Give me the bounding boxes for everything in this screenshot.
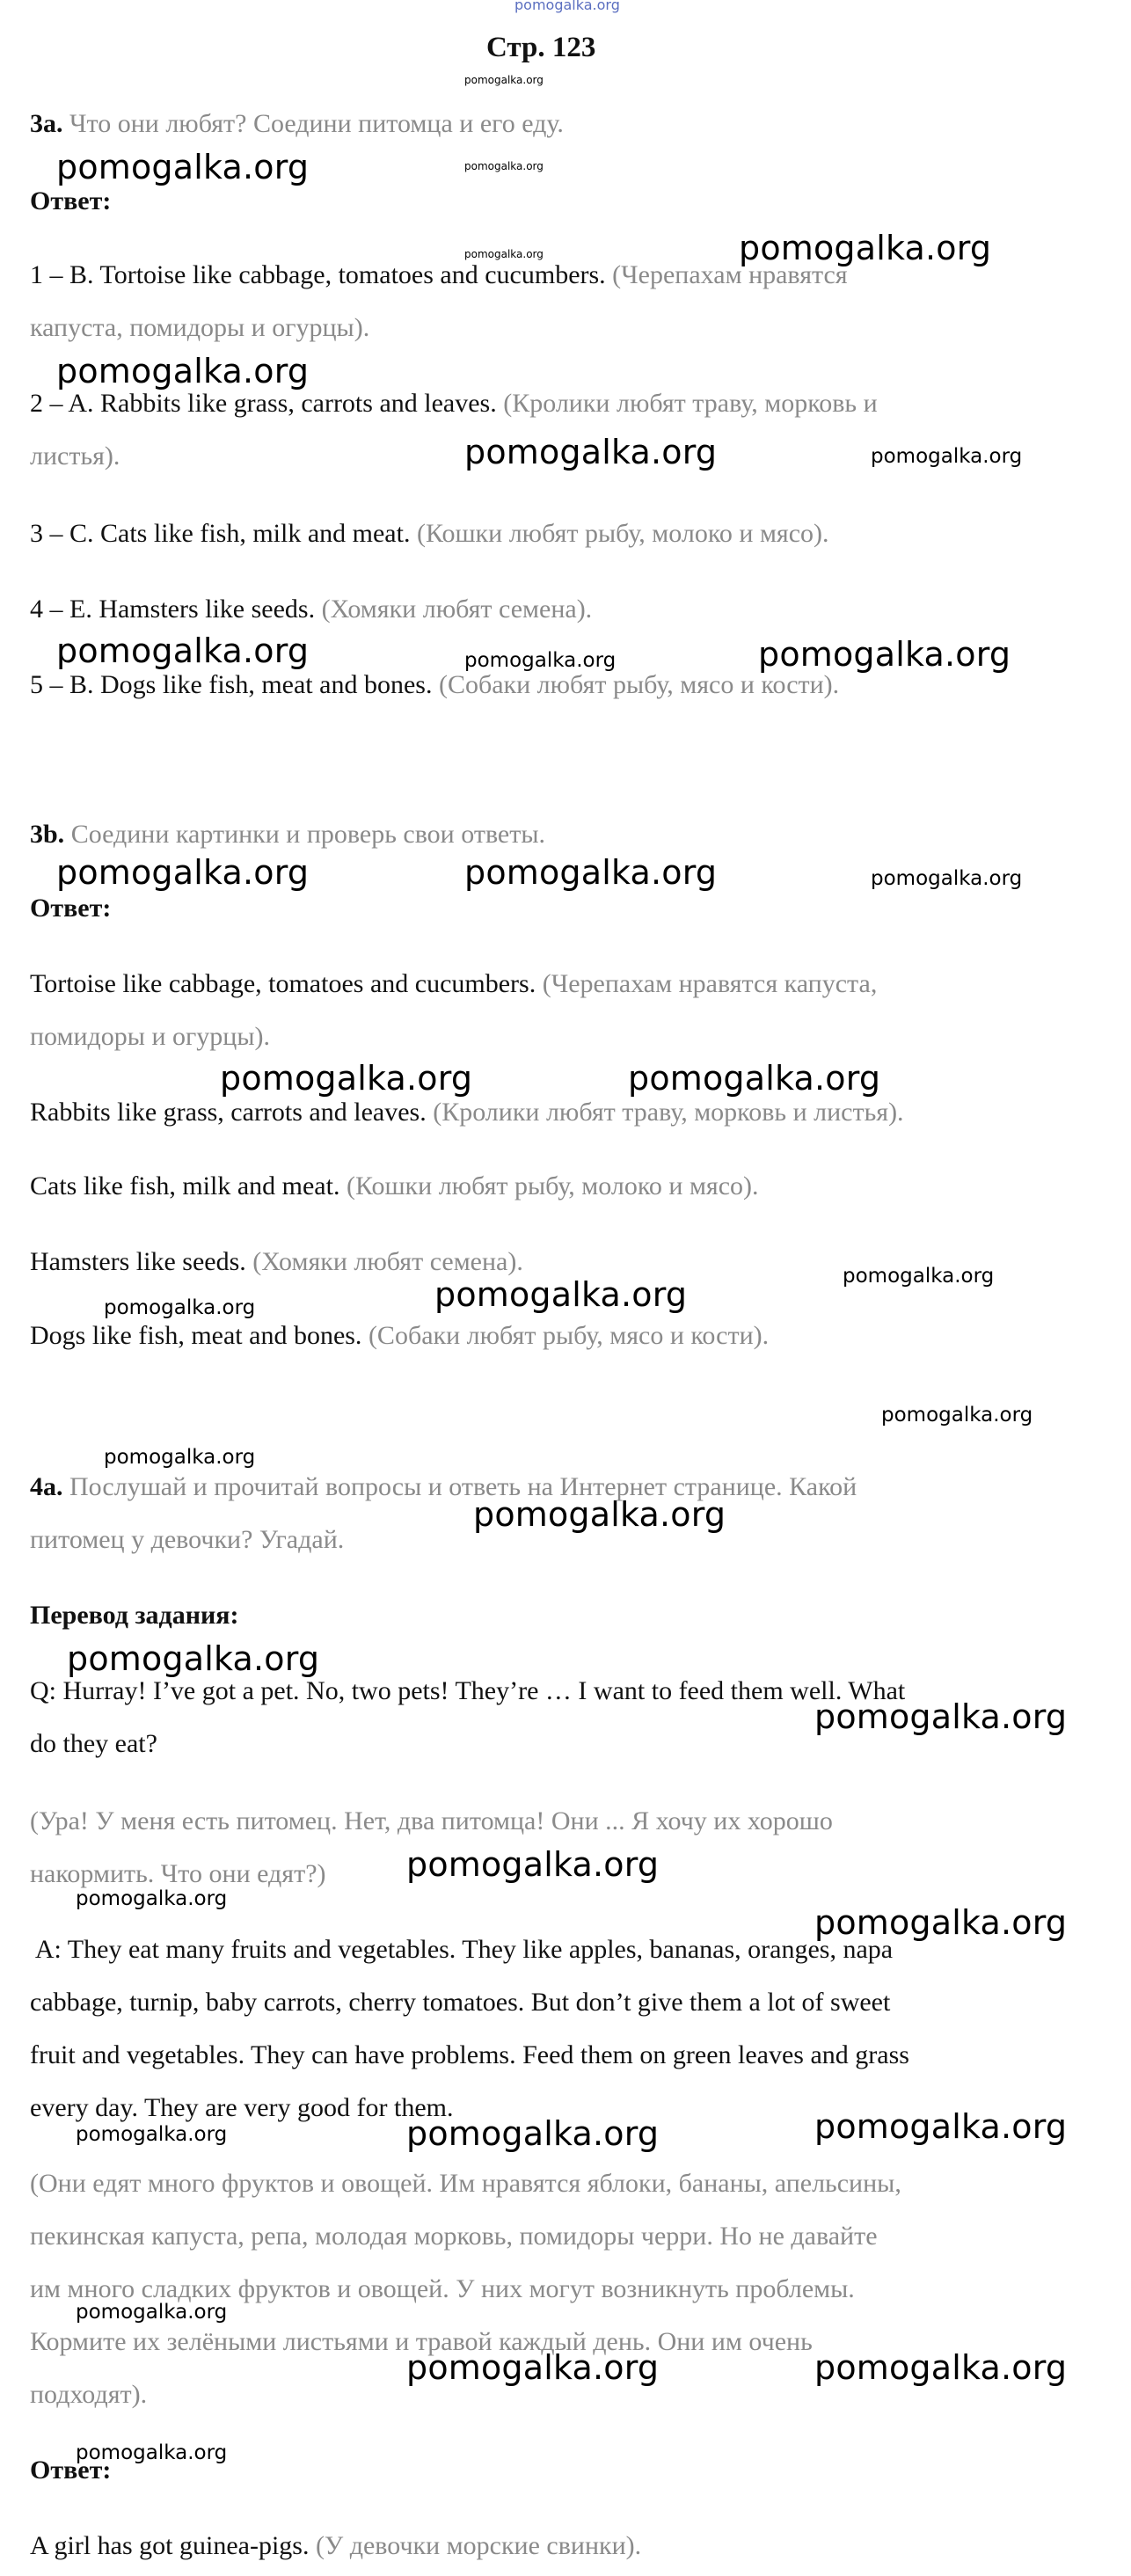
answer-ru-line: пекинская капуста, репа, молодая морковь, помидоры черри. Но не давайте: [30, 2222, 878, 2251]
watermark: pomogalka.org: [871, 867, 1023, 890]
watermark: pomogalka.org: [464, 433, 718, 471]
watermark: pomogalka.org: [739, 229, 992, 267]
watermark: pomogalka.org: [881, 1404, 1033, 1427]
exercise-task: Послушай и прочитай вопросы и ответь на Интернет странице. Какой: [69, 1472, 857, 1501]
answer-en: 3 – C. Cats like fish, milk and meat.: [30, 519, 411, 548]
answer-label: Ответ:: [30, 894, 112, 923]
answer-en: Tortoise like cabbage, tomatoes and cucumbers.: [30, 969, 536, 998]
watermark: pomogalka.org: [104, 1446, 256, 1469]
exercise-task: Соедини картинки и проверь свои ответы.: [70, 820, 546, 849]
answer-ru: (У девочки морские свинки).: [315, 2531, 642, 2560]
answer-ru-cont: капуста, помидоры и огурцы).: [30, 313, 370, 342]
answer-en: 1 – B. Tortoise like cabbage, tomatoes and cucumbers.: [30, 260, 606, 289]
watermark: pomogalka.org: [814, 1903, 1068, 1942]
answer-en: A girl has got guinea-pigs.: [30, 2531, 310, 2560]
answer-ru-line: Кормите их зелёными листьями и травой каждый день. Они им очень: [30, 2327, 813, 2356]
answer-ru: (Черепахам нравятся: [612, 260, 848, 289]
watermark: pomogalka.org: [104, 1296, 256, 1319]
answer-ru-cont: листья).: [30, 441, 120, 471]
answer-ru-line: им много сладких фруктов и овощей. У них могут возникнуть проблемы.: [30, 2274, 855, 2303]
watermark: pomogalka.org: [464, 853, 718, 892]
title-watermark: pomogalka.org: [464, 74, 544, 86]
watermark: pomogalka.org: [464, 649, 617, 672]
watermark: pomogalka.org: [220, 1059, 473, 1098]
answer-ru: (Кролики любят траву, морковь и листья).: [433, 1098, 904, 1127]
answer-text-line: every day. They are very good for them.: [30, 2093, 454, 2122]
watermark: pomogalka.org: [758, 635, 1011, 674]
watermark: pomogalka.org: [76, 2441, 228, 2464]
question-ru-line: (Ура! У меня есть питомец. Нет, два питомца! Они ... Я хочу их хорошо: [30, 1806, 833, 1835]
watermark: pomogalka.org: [76, 2301, 228, 2324]
answer-label: Ответ:: [30, 2456, 112, 2485]
exercise-number: 3b.: [30, 820, 65, 849]
answer-ru-line: подходят).: [30, 2380, 148, 2409]
answer-en: Cats like fish, milk and meat.: [30, 1171, 340, 1200]
watermark: pomogalka.org: [464, 160, 544, 172]
exercise-number: 4a.: [30, 1472, 63, 1501]
answer-en: 2 – A. Rabbits like grass, carrots and leaves.: [30, 389, 497, 418]
top-watermark: pomogalka.org: [514, 0, 620, 13]
answer-ru: (Хомяки любят семена).: [252, 1247, 523, 1276]
answer-line: [30, 969, 877, 999]
watermark: pomogalka.org: [76, 2123, 228, 2146]
watermark: pomogalka.org: [406, 2348, 660, 2387]
answer-ru: (Кошки любят рыбу, молоко и мясо).: [416, 519, 829, 548]
answer-line: [30, 260, 848, 290]
watermark: pomogalka.org: [871, 445, 1023, 468]
final-answer: [30, 2531, 641, 2561]
question-line: Q: Hurray! I’ve got a pet. No, two pets! They’re … I want to feed them well. What: [30, 1676, 906, 1705]
exercise-task-cont: питомец у девочки? Угадай.: [30, 1525, 345, 1554]
answer-line: [30, 389, 878, 419]
exercise-4a-heading: [30, 1472, 857, 1502]
answer-en: Rabbits like grass, carrots and leaves.: [30, 1098, 427, 1127]
exercise-task: Что они любят? Соедини питомца и его еду.: [69, 109, 564, 138]
answer-line: [30, 1247, 523, 1277]
exercise-3a-heading: [30, 109, 564, 139]
page-title: Стр. 123: [486, 32, 596, 63]
watermark: pomogalka.org: [406, 2114, 660, 2153]
answer-en: 4 – E. Hamsters like seeds.: [30, 595, 316, 624]
exercise-3b-heading: [30, 820, 545, 850]
translation-label: Перевод задания:: [30, 1601, 239, 1630]
answer-ru: (Хомяки любят семена).: [321, 595, 593, 624]
watermark: pomogalka.org: [843, 1265, 995, 1288]
watermark: pomogalka.org: [56, 148, 310, 186]
answer-ru: (Собаки любят рыбу, мясо и кости).: [368, 1321, 770, 1350]
answer-text-line: cabbage, turnip, baby carrots, cherry tomatoes. But don’t give them a lot of sweet: [30, 1988, 891, 2017]
watermark: pomogalka.org: [628, 1059, 881, 1098]
answer-ru-line: (Они едят много фруктов и овощей. Им нравятся яблоки, бананы, апельсины,: [30, 2169, 901, 2198]
watermark: pomogalka.org: [56, 352, 310, 390]
answer-en: Dogs like fish, meat and bones.: [30, 1321, 362, 1350]
answer-line: [30, 1098, 904, 1127]
answer-line: [30, 519, 829, 549]
answer-ru: (Кролики любят траву, морковь и: [503, 389, 878, 418]
answer-line: [30, 1171, 759, 1201]
answer-line: [30, 670, 839, 700]
question-line: do they eat?: [30, 1729, 157, 1758]
watermark: pomogalka.org: [464, 248, 544, 260]
exercise-number: 3a.: [30, 109, 63, 138]
watermark: pomogalka.org: [76, 1887, 228, 1910]
answer-text-line: fruit and vegetables. They can have problems. Feed them on green leaves and grass: [30, 2040, 909, 2069]
watermark: pomogalka.org: [473, 1495, 726, 1534]
watermark: pomogalka.org: [406, 1845, 660, 1884]
answer-en: Hamsters like seeds.: [30, 1247, 246, 1276]
watermark: pomogalka.org: [814, 1697, 1068, 1736]
answer-en: 5 – B. Dogs like fish, meat and bones.: [30, 670, 433, 699]
answer-ru: (Собаки любят рыбу, мясо и кости).: [438, 670, 840, 699]
answer-ru: (Кошки любят рыбу, молоко и мясо).: [346, 1171, 759, 1200]
watermark: pomogalka.org: [56, 631, 310, 670]
answer-label: Ответ:: [30, 186, 112, 215]
answer-ru-cont: помидоры и огурцы).: [30, 1022, 271, 1051]
watermark: pomogalka.org: [814, 2107, 1068, 2146]
answer-text-line: A: They eat many fruits and vegetables. They like apples, bananas, oranges, napa: [30, 1935, 894, 1964]
watermark: pomogalka.org: [814, 2348, 1068, 2387]
answer-line: [30, 1321, 769, 1351]
watermark: pomogalka.org: [67, 1639, 320, 1678]
watermark: pomogalka.org: [434, 1275, 688, 1314]
answer-ru: (Черепахам нравятся капуста,: [542, 969, 878, 998]
watermark: pomogalka.org: [56, 853, 310, 892]
question-ru-line: накормить. Что они едят?): [30, 1859, 326, 1888]
answer-line: [30, 595, 592, 624]
